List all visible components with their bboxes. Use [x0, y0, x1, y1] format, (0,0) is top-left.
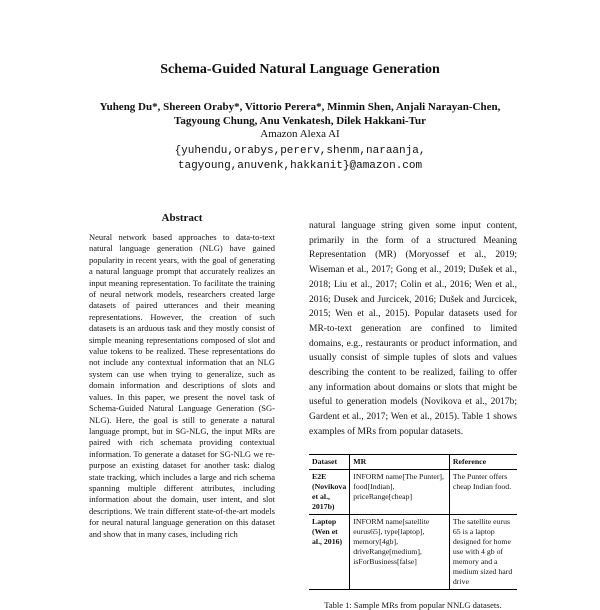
table-header-row	[309, 454, 517, 469]
table-caption: Table 1: Sample MRs from popular NNLG datasets.	[324, 599, 502, 610]
left-column	[89, 212, 275, 540]
author-list	[0, 100, 600, 128]
cell-mr: INFORM name[The Punter], food[Indian], priceRange[cheap]	[350, 469, 450, 514]
cell-mr: INFORM name[satellite eurus65], type[laptop], memory[4gb], driveRange[medium], isForBusiness[false]	[350, 514, 450, 589]
right-column	[309, 219, 517, 610]
table-row	[309, 514, 517, 589]
header-mr: MR	[350, 454, 450, 469]
authors-line-1: Yuheng Du*, Shereen Oraby*, Vittorio Perera*, Minmin Shen, Anjali Narayan-Chen,	[99, 101, 501, 113]
body-paragraph: natural language string given some input content, primarily in the form of a structured Meaning Representation (MR) (Moryossef et al., 2019; Wiseman et al., 2017; Gong et al., 2019; Dušek et al., 2018; Liu et al., 2017; Colin et al., 2016; Wen et al., 2016; Dusek and Jurcicek, 2016; Dušek and Jurcicek, 2015; Wen et al., 2015). Popular datasets used for MR-to-text generation are confined to limited domains, e.g., restaurants or product information, and usually consist of simple tuples of slots and values describing the content to be realized, failing to offer any information about domains or slots that might be useful to generation models (Novikova et al., 2017b; Gardent et al., 2017; Wen et al., 2015). Table 1 shows examples of MRs from popular datasets.	[309, 221, 517, 437]
abstract-text: Neural network based approaches to data-to-text natural language generation (NLG) have gained popularity in recent years, with the goal of generating a natural language prompt that accurately realizes an input meaning representation. To facilitate the training of neural network models, researchers created large datasets of paired utterances and their meaning representations. However, the creation of such datasets is an arduous task and they mostly consist of simple meaning representations composed of slot and value tokens to be realized. These representations do not include any contextual information that an NLG system can use when trying to generalize, such as domain information and descriptions of slots and values. In this paper, we present the novel task of Schema-Guided Natural Language Generation (SG-NLG). Here, the goal is still to generate a natural language prompt, but in SG-NLG, the input MRs are paired with rich schemata providing contextual information. To generate a dataset for SG-NLG we re-purpose an existing dataset for another task: dialog state tracking, which includes a large and rich schema spanning multiple different attributes, including information about the domain, user intent, and slot descriptions. We train different state-of-the-art models for neural natural language generation on this dataset and show that in many cases, including rich	[89, 232, 275, 539]
header-dataset: Dataset	[309, 454, 350, 469]
paper-title: Schema-Guided Natural Language Generation	[160, 62, 440, 77]
cell-dataset: Laptop (Wen et al., 2016)	[309, 514, 350, 589]
header-reference: Reference	[449, 454, 517, 469]
email-line-1: {yuhendu,orabys,pererv,shenm,naraanja,	[174, 145, 426, 157]
author-emails	[0, 144, 600, 174]
affiliation: Amazon Alexa AI	[260, 128, 340, 140]
cell-reference: The Punter offers cheap Indian food.	[452, 471, 512, 491]
cell-dataset: E2E (Novikova et al., 2017b)	[309, 469, 350, 514]
abstract-heading: Abstract	[161, 212, 203, 224]
mr-examples-table	[309, 454, 517, 590]
cell-reference: The satellite eurus 65 is a laptop designed for home use with 4 gb of memory and a medium sized hard drive	[449, 514, 517, 589]
authors-line-2: Tagyoung Chung, Anu Venkatesh, Dilek Hakkani-Tur	[174, 115, 426, 127]
email-line-2: tagyoung,anuvenk,hakkanit}@amazon.com	[177, 160, 423, 172]
table-row	[309, 469, 517, 514]
